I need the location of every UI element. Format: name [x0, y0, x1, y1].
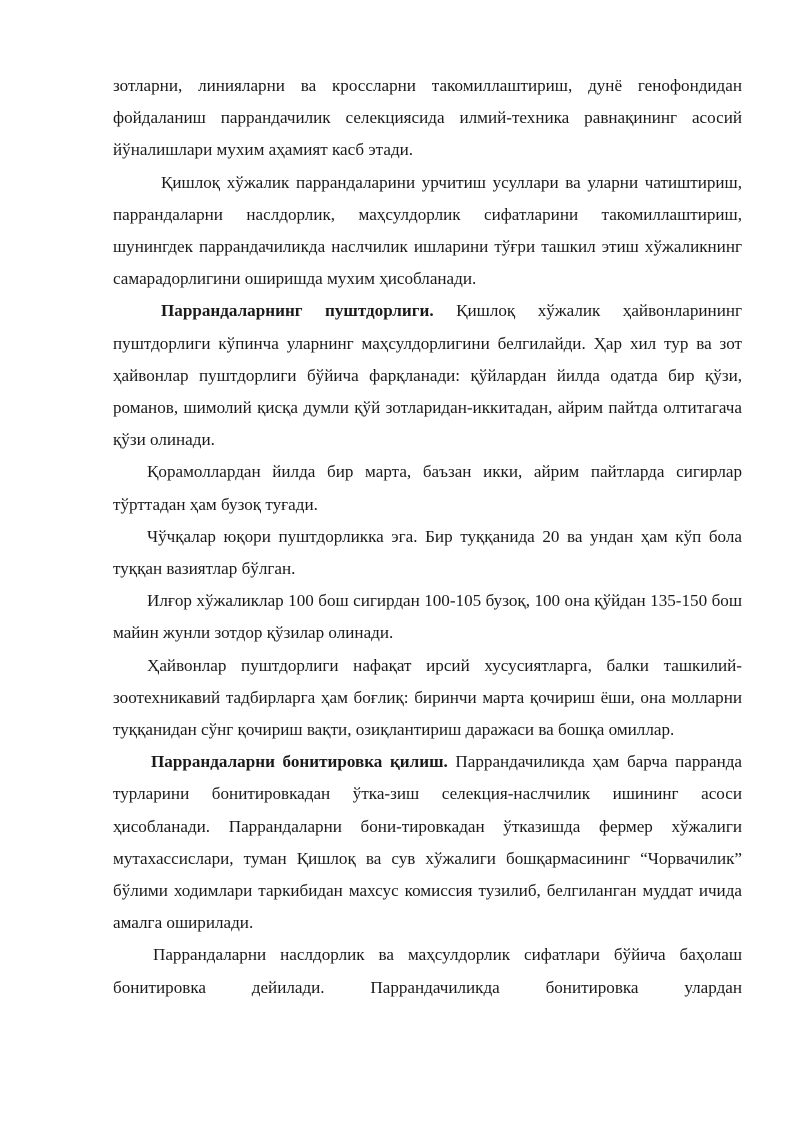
paragraph-text: зотларни, линияларни ва кроссларни такомиллаштириш, дунё генофондидан фойдаланиш паррандачилик селекциясида илмий-техника равнақининг асосий йўналишлари мухим аҳамият касб этади.: [113, 76, 742, 160]
paragraph-pigs: [113, 521, 742, 585]
paragraph-fertility: [113, 295, 742, 456]
paragraph-bonitation: [113, 746, 742, 939]
paragraph-text: Паррандаларни наслдорлик ва маҳсулдорлик сифатлари бўйича баҳолаш бонитировка дейилади. Паррандачиликда бонитировка улардан: [113, 945, 742, 997]
paragraph-text: Қишлоқ хўжалик ҳайвонларининг пуштдорлиги кўпинча уларнинг маҳсулдорлигини белгилайди. Ҳар хил тур ва зот ҳайвонлар пуштдорлиги бўйича фарқланади: қўйлардан йилда одатда бир қўзи, романов, шимолий қисқа думли қўй зотларидан-иккитадан, айрим пайтда олтитагача қўзи олинади.: [113, 301, 742, 450]
section-heading-fertility: Паррандаларнинг пуштдорлиги.: [161, 301, 434, 321]
paragraph-cattle: [113, 456, 742, 520]
paragraph-text: Қорамоллардан йилда бир марта, баъзан икки, айрим пайтларда сигирлар тўрттадан ҳам бузоқ туғади.: [113, 462, 742, 514]
paragraph-advanced-farms: [113, 585, 742, 649]
paragraph-intro-continuation: [113, 70, 742, 167]
paragraph-bonitation-definition: [113, 939, 742, 1003]
paragraph-text: Чўчқалар юқори пуштдорликка эга. Бир туққанида 20 ва ундан ҳам кўп бола туққан вазиятлар бўлган.: [113, 526, 742, 579]
document-page: [113, 70, 742, 1004]
section-heading-bonitation: Паррандаларни бонитировка қилиш.: [151, 752, 448, 772]
paragraph-text: Илғор хўжаликлар 100 бош сигирдан 100-105 бузоқ, 100 она қўйдан 135-150 бош майин жунли зотдор қўзилар олинади.: [113, 591, 742, 643]
paragraph-fertility-factors: [113, 650, 742, 747]
paragraph-breeding-methods: [113, 167, 742, 296]
paragraph-text: Паррандачиликда ҳам барча парранда турларини бонитировкадан ўтка-зиш селекция-наслчилик ишининг асоси ҳисобланади. Паррандаларни бони-тировкадан ўтказишда фермер хўжалиги мутахассислари, туман Қишлоқ ва сув хўжалиги бошқармасининг “Чорвачилик” бўлими ходимлари таркибидан махсус комиссия тузилиб, белгиланган муддат ичида амалга оширилади.: [113, 752, 742, 933]
paragraph-text: Қишлоқ хўжалик паррандаларини урчитиш усуллари ва уларни чатиштириш, паррандаларни наслдорлик, маҳсулдорлик сифатларини такомиллаштириш, шунингдек паррандачиликда наслчилик ишларини тўғри ташкил этиш хўжаликнинг самарадорлигини оширишда мухим ҳисобланади.: [113, 172, 742, 289]
paragraph-text: Ҳайвонлар пуштдорлиги нафақат ирсий хусусиятларга, балки ташкилий-зоотехникавий тадбирларга ҳам боғлиқ: биринчи марта қочириш ёши, она молларни туққанидан сўнг қочириш вақти, озиқлантириш даражаси ва бошқа омиллар.: [113, 655, 742, 740]
